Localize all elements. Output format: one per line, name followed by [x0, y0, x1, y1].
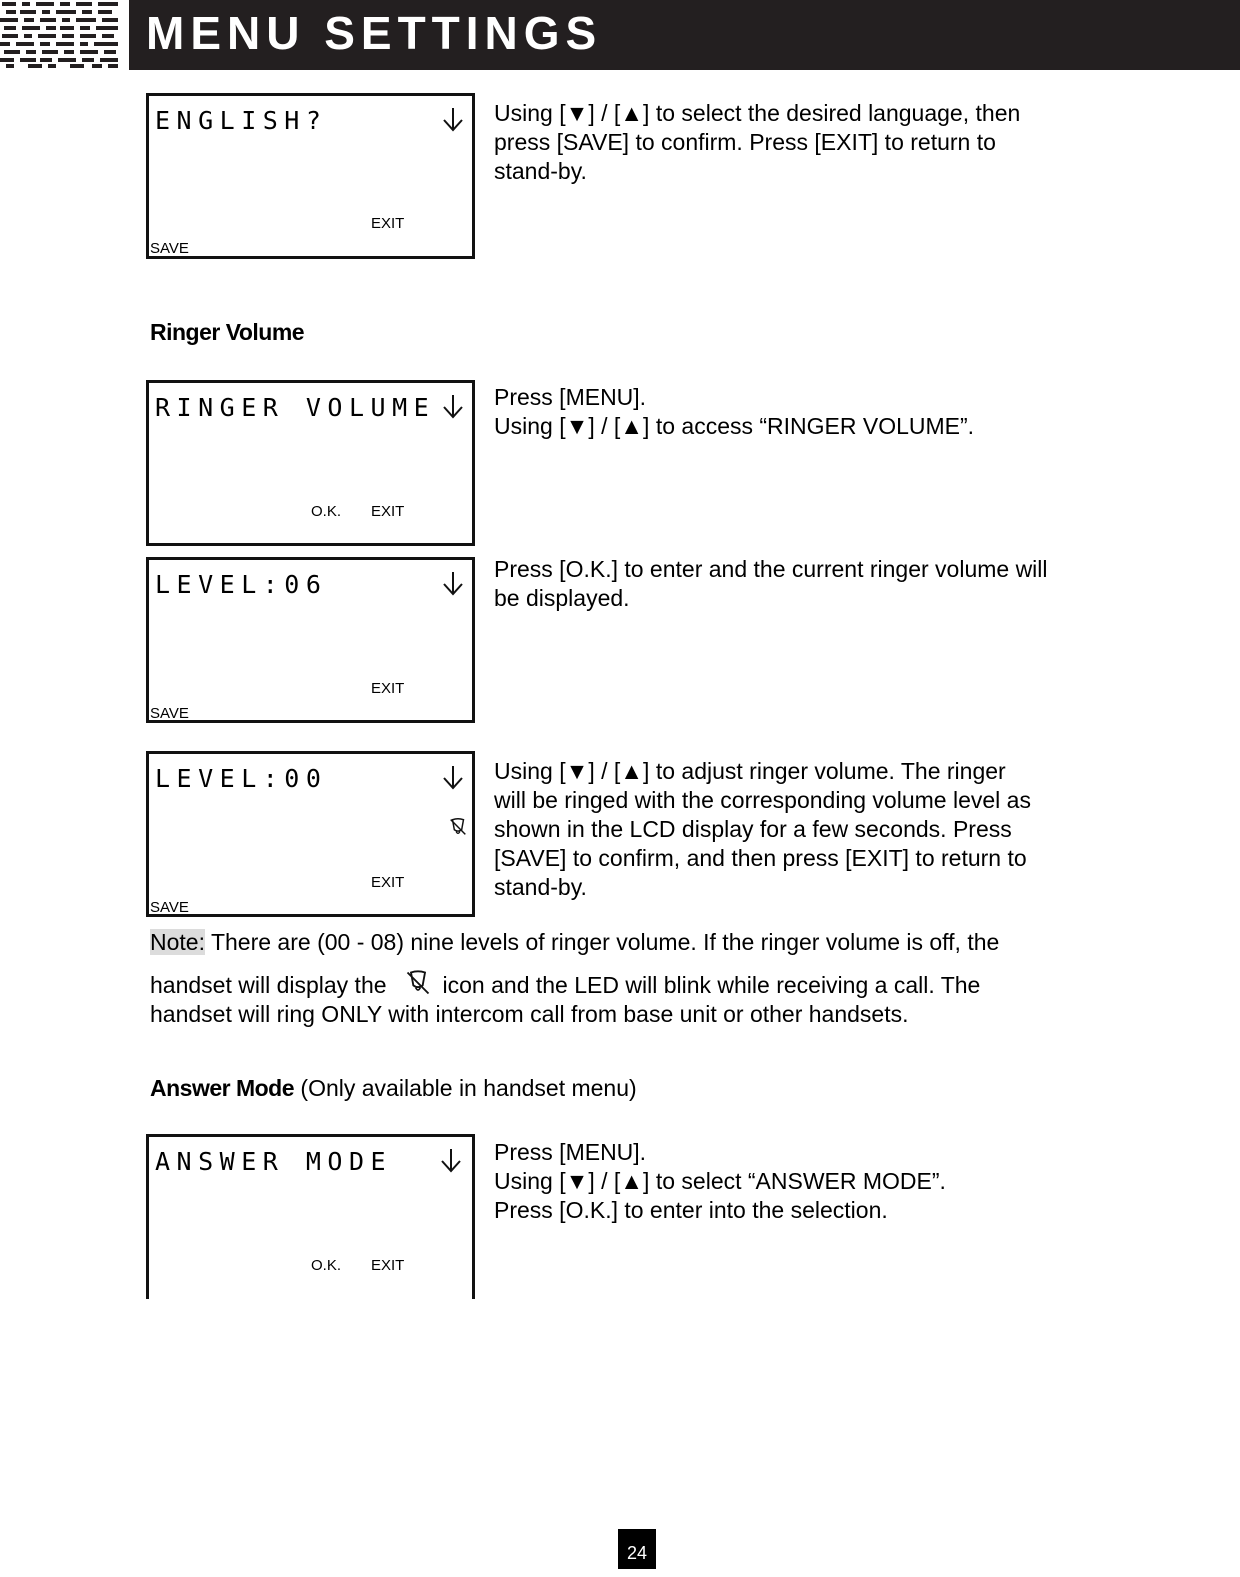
- desc-line: press [SAVE] to confirm. Press [EXIT] to return to: [494, 129, 996, 155]
- lcd-screen-english: [146, 93, 475, 259]
- lcd-text: ENGLISH?: [155, 106, 328, 135]
- desc-line: stand-by.: [494, 158, 587, 184]
- desc-line: stand-by.: [494, 874, 587, 900]
- softkey-save: SAVE: [150, 899, 189, 916]
- softkey-save: SAVE: [150, 705, 189, 722]
- heading-text: Answer Mode: [150, 1075, 295, 1101]
- softkey-exit: EXIT: [371, 215, 405, 232]
- ringer-note: [150, 928, 1110, 1029]
- note-line-3: [150, 1000, 1110, 1029]
- down-arrow-icon: [442, 764, 464, 790]
- note-text: icon and the LED will blink while receiving a call. The: [442, 972, 981, 998]
- desc-line: Press [MENU].: [494, 384, 647, 410]
- ringer-step2-description: [494, 555, 1114, 613]
- softkey-ok: O.K.: [311, 1257, 342, 1274]
- desc-line: Press [MENU].: [494, 1139, 647, 1165]
- note-line-1: [150, 928, 1110, 957]
- heading-text: Ringer Volume: [150, 319, 305, 345]
- header-pattern-logo: [0, 0, 122, 70]
- desc-line: Press [O.K.] to enter and the current ringer volume will: [494, 556, 1048, 582]
- down-arrow-icon: [442, 393, 464, 419]
- note-label: Note:: [150, 929, 205, 955]
- softkey-exit: EXIT: [371, 680, 405, 697]
- answer-mode-description: [494, 1138, 1114, 1225]
- lcd-screen-level-00: [146, 751, 475, 917]
- lcd-text: ANSWER MODE: [155, 1147, 393, 1176]
- desc-line: Using [▼] / [▲] to select “ANSWER MODE”.: [494, 1168, 946, 1194]
- desc-line: Using [▼] / [▲] to adjust ringer volume. The ringer: [494, 758, 1006, 784]
- language-description: [494, 99, 1114, 186]
- ringer-step3-description: [494, 757, 1114, 902]
- desc-line: Using [▼] / [▲] to access “RINGER VOLUME”.: [494, 413, 975, 439]
- ringer-off-icon: [447, 816, 469, 838]
- down-arrow-icon: [442, 570, 464, 596]
- desc-line: Using [▼] / [▲] to select the desired language, then: [494, 100, 1021, 126]
- down-arrow-icon: [442, 106, 464, 132]
- desc-line: shown in the LCD display for a few seconds. Press: [494, 816, 1012, 842]
- softkey-exit: EXIT: [371, 874, 405, 891]
- lcd-text: LEVEL:06: [155, 570, 328, 599]
- desc-line: Press [O.K.] to enter into the selection.: [494, 1197, 888, 1223]
- heading-note: (Only available in handset menu): [294, 1075, 637, 1101]
- softkey-save: SAVE: [150, 240, 189, 257]
- page-number: 24: [618, 1529, 656, 1569]
- ringer-step1-description: [494, 383, 1114, 441]
- note-text: handset will ring ONLY with intercom call from base unit or other handsets.: [150, 1001, 909, 1027]
- desc-line: [SAVE] to confirm, and then press [EXIT] to return to: [494, 845, 1027, 871]
- lcd-screen-answer-mode: [146, 1134, 475, 1299]
- softkey-exit: EXIT: [371, 503, 405, 520]
- desc-line: be displayed.: [494, 585, 630, 611]
- ringer-off-icon: [401, 969, 435, 997]
- softkey-exit: EXIT: [371, 1257, 405, 1274]
- desc-line: will be ringed with the corresponding volume level as: [494, 787, 1031, 813]
- lcd-screen-ringer-volume: [146, 380, 475, 546]
- lcd-screen-level-06: [146, 557, 475, 723]
- page-title: MENU SETTINGS: [146, 7, 603, 59]
- note-text: handset will display the: [150, 972, 387, 998]
- lcd-text: RINGER VOLUME: [155, 393, 436, 422]
- note-text: There are (00 - 08) nine levels of ringer volume. If the ringer volume is off, the: [204, 929, 1000, 955]
- section-heading-answer-mode: [150, 1074, 637, 1102]
- note-line-2: [150, 969, 1110, 1000]
- section-heading-ringer-volume: [150, 318, 304, 346]
- softkey-ok: O.K.: [311, 503, 342, 520]
- down-arrow-icon: [440, 1147, 462, 1173]
- lcd-text: LEVEL:00: [155, 764, 328, 793]
